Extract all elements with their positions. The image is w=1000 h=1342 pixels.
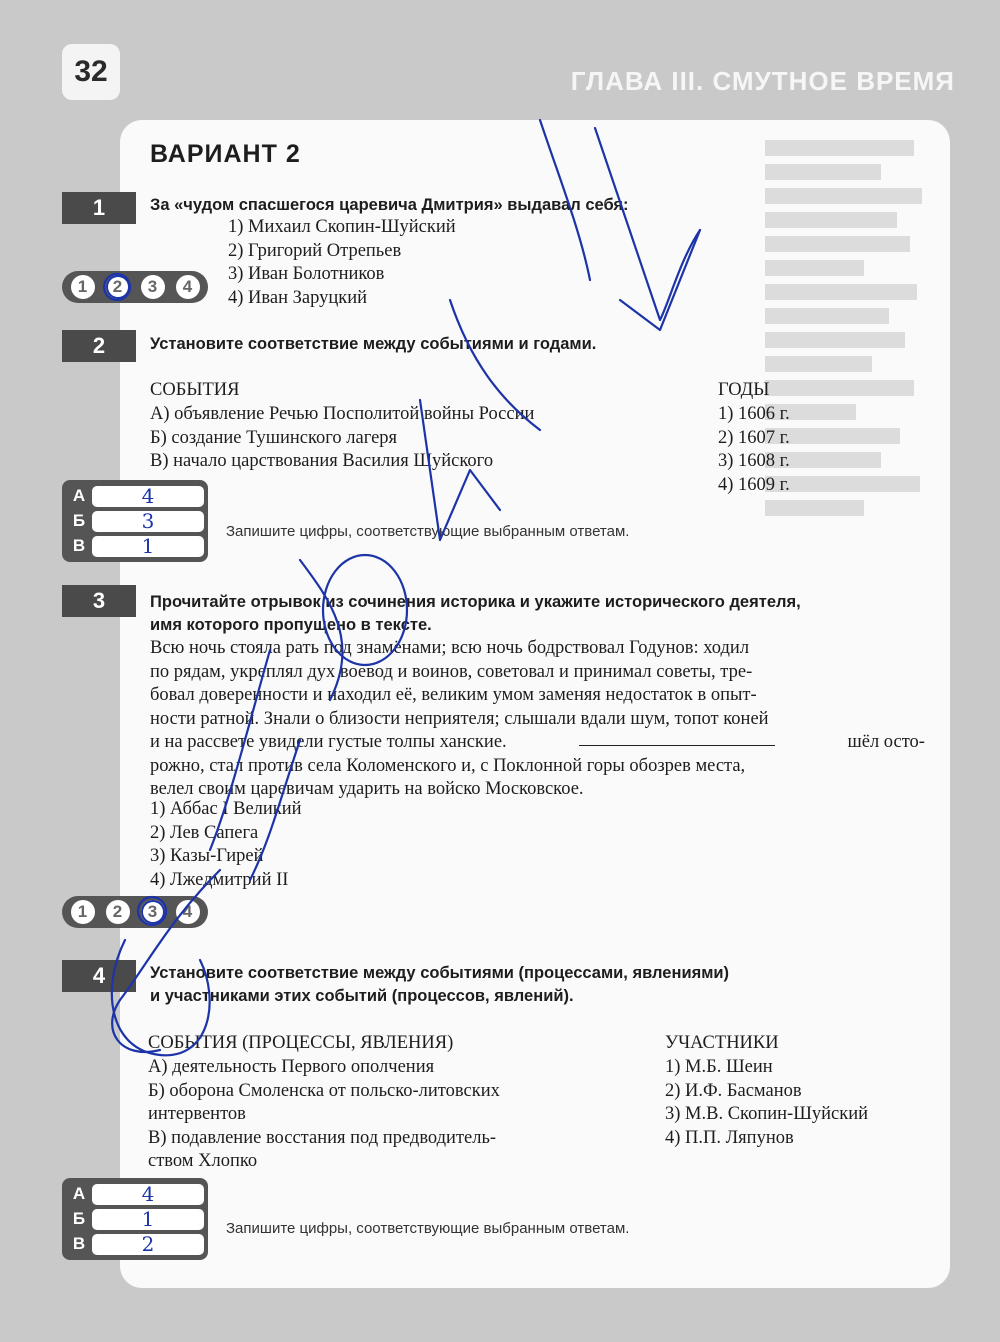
answer-letter: А <box>72 1184 86 1203</box>
question-4-instruction: Запишите цифры, соответствующие выбранным ответам. <box>226 1220 630 1237</box>
answer-letter: А <box>72 486 86 505</box>
answer-bubble[interactable]: 3 <box>141 900 165 924</box>
question-4-events <box>148 1056 500 1174</box>
answer-bubble[interactable]: 3 <box>141 275 165 299</box>
answer-bubble[interactable]: 4 <box>176 900 200 924</box>
question-3-option[interactable]: 2) Лев Сапега <box>150 822 259 843</box>
question-1-option[interactable]: 1) Михаил Скопин-Шуйский <box>228 217 456 237</box>
event-item: А) деятельность Первого ополчения <box>148 1057 435 1077</box>
answer-bubble[interactable]: 1 <box>71 900 95 924</box>
answer-letter: В <box>72 536 86 555</box>
passage-line: бовал доверенности и находил её, великим умом заменяя недостаток в опыт- <box>150 685 757 705</box>
question-3-prompt-line: имя которого пропущено в тексте. <box>150 616 432 634</box>
answer-field[interactable]: 3 <box>92 511 204 532</box>
question-1-option[interactable]: 3) Иван Болотников <box>228 264 385 284</box>
question-1-options <box>228 216 456 310</box>
passage-line: Всю ночь стояла рать под знамёнами; всю ночь бодрствовал Годунов: ходил <box>150 638 750 658</box>
question-3-prompt-line: Прочитайте отрывок из сочинения историка и укажите исторического деятеля, <box>150 593 801 611</box>
event-item: В) начало царствования Василия Шуйского <box>150 451 494 471</box>
question-1-number: 1 <box>62 192 136 224</box>
variant-title: ВАРИАНТ 2 <box>150 140 301 168</box>
answer-bubble[interactable]: 2 <box>106 900 130 924</box>
answer-letter: Б <box>72 1209 86 1228</box>
event-item: интервентов <box>148 1104 246 1124</box>
participant-item: 1) М.Б. Шеин <box>665 1057 773 1077</box>
question-2-answer-box <box>62 480 208 562</box>
answer-bubble[interactable]: 4 <box>176 275 200 299</box>
chapter-title: ГЛАВА III. СМУТНОЕ ВРЕМЯ <box>570 66 955 96</box>
question-2-prompt: Установите соответствие между событиями и годами. <box>150 335 597 353</box>
question-3-prompt <box>150 591 801 637</box>
participant-item: 2) И.Ф. Басманов <box>665 1080 802 1101</box>
answer-field[interactable]: 2 <box>92 1234 204 1255</box>
question-4-prompt-line: Установите соответствие между событиями (процессами, явлениями) <box>150 964 730 982</box>
question-2-events <box>150 403 534 474</box>
answer-field[interactable]: 4 <box>92 486 204 507</box>
question-4-number: 4 <box>62 960 136 992</box>
question-4-answer-box <box>62 1178 208 1260</box>
passage-line: ности ратной. Знали о близости неприятеля; слышали вдали шум, топот коней <box>150 708 769 729</box>
year-item: 2) 1607 г. <box>718 427 790 448</box>
question-3-number: 3 <box>62 585 136 617</box>
passage-text: шёл осто- <box>847 732 925 752</box>
passage-line: рожно, стал против села Коломенского и, с Поклонной горы обозрев места, <box>150 755 746 776</box>
passage-line: велел своим царевичам ударить на войско Московское. <box>150 779 584 799</box>
question-3-answer-bubbles <box>62 896 208 928</box>
events-header: СОБЫТИЯ <box>150 380 240 400</box>
passage-blank <box>579 731 775 746</box>
answer-field[interactable]: 1 <box>92 536 204 557</box>
year-item: 4) 1609 г. <box>718 474 790 495</box>
passage-line: по рядам, укреплял дух воевод и воинов, советовал и принимал советы, тре- <box>150 661 753 682</box>
event-item: В) подавление восстания под предводитель- <box>148 1127 497 1148</box>
question-1-option[interactable]: 2) Григорий Отрепьев <box>228 240 402 261</box>
question-2-years <box>718 403 790 497</box>
event-item: ством Хлопко <box>148 1151 258 1171</box>
answer-letter: В <box>72 1234 86 1253</box>
answer-field[interactable]: 1 <box>92 1209 204 1230</box>
question-3-option[interactable]: 3) Казы-Гирей <box>150 846 264 866</box>
question-3-options <box>150 798 302 892</box>
passage-line <box>150 731 925 755</box>
event-item: Б) создание Тушинского лагеря <box>150 427 398 448</box>
answer-bubble[interactable]: 1 <box>71 275 95 299</box>
question-4-prompt-line: и участниками этих событий (процессов, явлений). <box>150 987 574 1005</box>
event-item: Б) оборона Смоленска от польско-литовских <box>148 1080 500 1101</box>
question-2-number: 2 <box>62 330 136 362</box>
question-2-instruction: Запишите цифры, соответствующие выбранным ответам. <box>226 523 630 540</box>
page-number: 32 <box>62 44 120 100</box>
answer-field[interactable]: 4 <box>92 1184 204 1205</box>
question-4-prompt <box>150 962 729 1008</box>
years-header: ГОДЫ <box>718 380 770 400</box>
question-1-option[interactable]: 4) Иван Заруцкий <box>228 287 368 308</box>
answer-bubble[interactable]: 2 <box>106 275 130 299</box>
question-4-participants <box>665 1056 868 1150</box>
events-header: СОБЫТИЯ (ПРОЦЕССЫ, ЯВЛЕНИЯ) <box>148 1033 454 1053</box>
question-1-answer-bubbles <box>62 271 208 303</box>
event-item: А) объявление Речью Посполитой войны России <box>150 404 535 424</box>
question-3-passage <box>150 637 925 802</box>
question-3-option[interactable]: 1) Аббас I Великий <box>150 799 302 819</box>
answer-letter: Б <box>72 511 86 530</box>
passage-text: и на рассвете увидели густые толпы ханские. <box>150 732 507 752</box>
year-item: 1) 1606 г. <box>718 404 790 424</box>
participant-item: 4) П.П. Ляпунов <box>665 1127 794 1148</box>
participant-item: 3) М.В. Скопин-Шуйский <box>665 1104 869 1124</box>
question-1-prompt: За «чудом спасшегося царевича Дмитрия» выдавал себя: <box>150 196 629 214</box>
year-item: 3) 1608 г. <box>718 451 790 471</box>
participants-header: УЧАСТНИКИ <box>665 1033 779 1053</box>
question-3-option[interactable]: 4) Лжедмитрий II <box>150 869 289 890</box>
